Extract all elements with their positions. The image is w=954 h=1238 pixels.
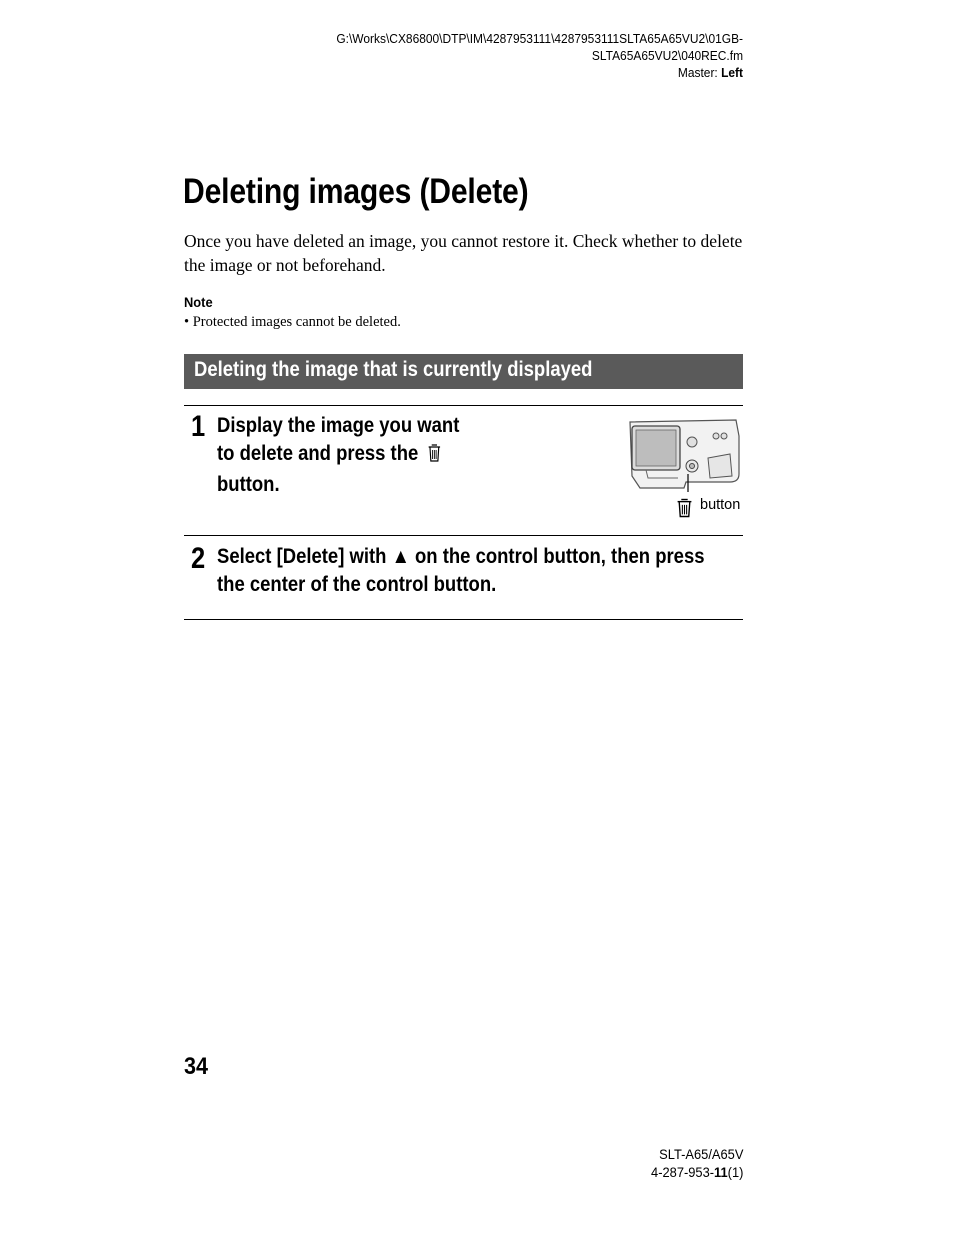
footer-model: SLT-A65/A65V [658,1146,743,1162]
step-2-bottom-rule [184,619,743,620]
section-heading: Deleting the image that is currently displayed [194,358,593,381]
footer-code-bold: 11 [713,1164,728,1180]
file-path-line-1: G:\Works\CX86800\DTP\IM\4287953111\4287953111SLTA65A65VU2\01GB- [336,31,743,46]
master-label: Master: [677,65,718,80]
footer-code-suffix: (1) [727,1164,743,1180]
step-2-text [217,543,763,599]
step-2-line-1: Select [Delete] with ▲ on the control button, then press [217,545,705,568]
page-title: Deleting images (Delete) [183,172,529,211]
master-page-line [336,64,743,81]
camera-button-label: button [700,497,741,513]
page-number: 34 [184,1053,209,1080]
step-2-line-2: the center of the control button. [217,573,497,596]
footer-code-prefix: 4-287-953- [650,1164,714,1180]
step-1-line-2: to delete and press the [217,442,419,465]
step-1-text [217,412,516,499]
camera-trash-icon [676,497,693,524]
note-label: Note [184,294,213,310]
intro-paragraph: Once you have deleted an image, you cannot restore it. Check whether to delete the image or not beforehand. [184,231,743,275]
camera-back-illustration [626,416,742,492]
trash-icon [427,443,441,471]
footer-code [651,1163,743,1181]
step-1-top-rule [184,405,743,406]
step-1-line-3: button. [217,473,280,496]
footer-model-code [651,1145,743,1181]
step-2-top-rule [184,535,743,536]
step-1-line-2-wrap [217,440,516,471]
note-item: • Protected images cannot be deleted. [184,314,401,330]
step-2-number: 2 [191,542,206,575]
step-1-number: 1 [191,410,206,443]
file-path-header [336,30,743,81]
file-path-line-2: SLTA65A65VU2\040REC.fm [591,48,743,63]
step-1-line-1: Display the image you want [217,414,460,437]
master-value: Left [721,65,743,80]
